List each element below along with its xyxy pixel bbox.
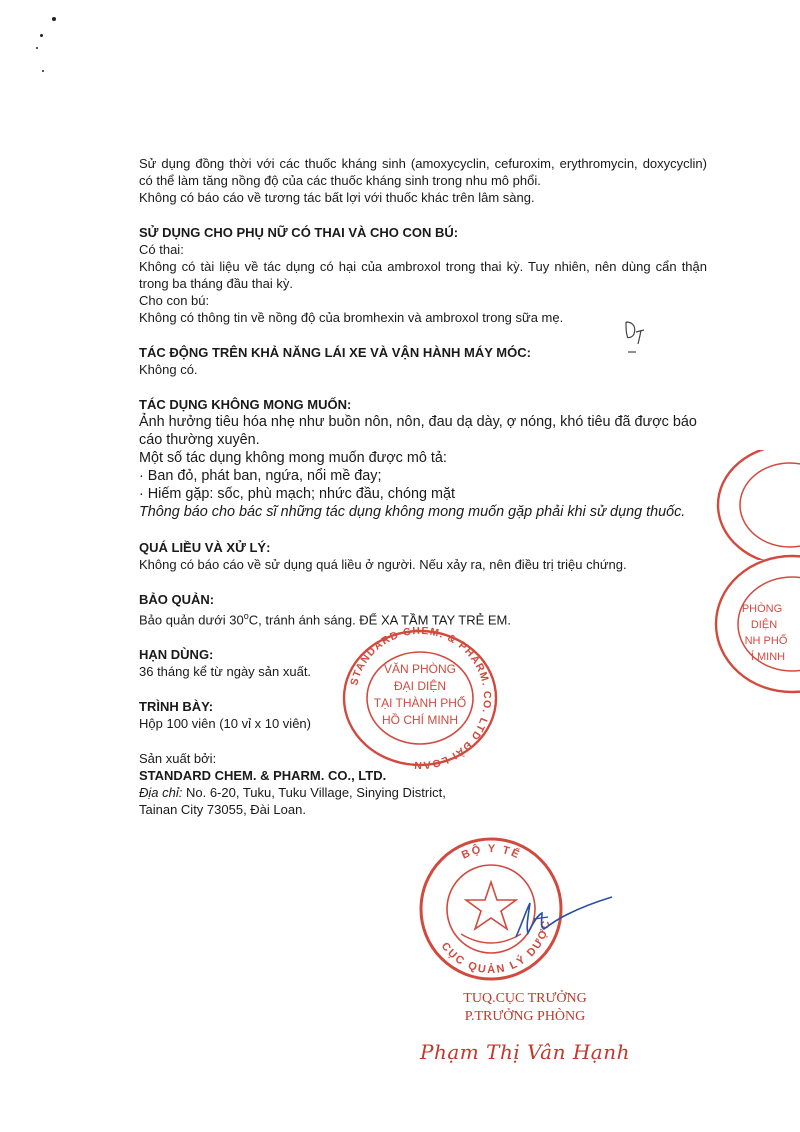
side-effects-body	[139, 413, 707, 521]
interactions-text-2: Không có báo cáo về tương tác bất lợi với thuốc khác trên lâm sàng.	[139, 190, 535, 205]
pregnancy-sub-2: Cho con bú:	[139, 293, 210, 308]
edge-stamp-upper	[704, 450, 800, 560]
storage-heading: BẢO QUẢN:	[139, 592, 215, 607]
svg-text:Í MINH: Í MINH	[750, 651, 786, 663]
company-stamp-ring-text: STANDARD CHEM. & PHARM. CO. LTD ĐÀI LOAN	[348, 627, 494, 769]
pen-signature	[508, 893, 618, 943]
company-stamp	[340, 627, 500, 769]
shelf-life-text: 36 tháng kể từ ngày sản xuất.	[139, 664, 312, 680]
company-stamp-line-2: ĐẠI DIỆN	[393, 679, 447, 693]
side-effects-note: Thông báo cho bác sĩ những tác dụng không mong muốn gặp phải khi sử dụng thuốc.	[139, 504, 686, 520]
interactions-text-1: Sử dụng đồng thời với các thuốc kháng sinh (amoxycyclin, cefuroxim, erythromycin, doxycyclin) có thể làm tăng nồng độ của các thuốc kháng sinh trong nhu mô phổi.	[139, 156, 707, 188]
address-line-1: No. 6-20, Tuku, Tuku Village, Sinying District,	[182, 785, 446, 801]
company-stamp-line-4: HỒ CHÍ MINH	[382, 713, 458, 727]
signature-block	[395, 990, 655, 1064]
pregnancy-heading: SỬ DỤNG CHO PHỤ NỮ CÓ THAI VÀ CHO CON BÚ:	[139, 225, 459, 240]
svg-text:BỘ Y TẾ	[460, 843, 523, 862]
pregnancy-text-1: Không có tài liệu về tác dụng có hại của ambroxol trong thai kỳ. Tuy nhiên, nên dùng cẩn thận trong ba tháng đầu thai kỳ.	[139, 259, 707, 291]
storage-text	[139, 608, 707, 628]
svg-text:DIỆN: DIỆN	[750, 619, 778, 631]
side-effects-section	[139, 396, 707, 521]
scan-speck	[52, 17, 56, 21]
pregnancy-section	[139, 224, 707, 326]
scan-speck	[36, 47, 38, 49]
company-stamp-line-3: TẠI THÀNH PHỐ	[373, 696, 467, 710]
manufacturer-label: Sản xuất bởi:	[139, 751, 217, 767]
storage-text-pre: Bảo quản dưới 30	[139, 612, 244, 628]
presentation-text: Hộp 100 viên (10 vỉ x 10 viên)	[139, 716, 311, 732]
ministry-seal-top-text: BỘ Y TẾ	[459, 842, 523, 862]
scan-speck	[42, 70, 44, 72]
interactions-section	[139, 155, 707, 206]
side-effects-text-1: Ảnh hưởng tiêu hóa nhẹ như buồn nôn, nôn, đau dạ dày, ợ nóng, khó tiêu đã được báo cáo thường xuyên.	[139, 414, 697, 448]
svg-text:NH PHỐ: NH PHỐ	[744, 635, 788, 647]
storage-degree: o	[243, 611, 249, 621]
scan-speck	[40, 34, 43, 37]
shelf-life-heading: HẠN DÙNG:	[139, 647, 214, 663]
edge-stamp-lower	[704, 552, 800, 702]
overdose-heading: QUÁ LIỀU VÀ XỬ LÝ:	[139, 540, 271, 555]
manufacturer-address-2: Tainan City 73055, Đài Loan.	[139, 802, 306, 818]
presentation-heading: TRÌNH BÀY:	[139, 699, 214, 715]
ministry-seal-bottom-text: CỤC QUẢN LÝ DƯỢC	[438, 918, 553, 977]
storage-section	[139, 591, 707, 628]
driving-heading: TÁC ĐỘNG TRÊN KHẢ NĂNG LÁI XE VÀ VẬN HÀNH MÁY MÓC:	[139, 345, 531, 360]
side-effects-text-2: Một số tác dụng không mong muốn được mô tả:	[139, 450, 447, 466]
side-effects-heading: TÁC DỤNG KHÔNG MONG MUỐN:	[139, 397, 352, 412]
signatory-name: Phạm Thị Vân Hạnh	[420, 1040, 630, 1064]
svg-text:PHÒNG: PHÒNG	[741, 603, 783, 615]
signature-title-1: TUQ.CỤC TRƯỞNG	[463, 991, 587, 1006]
driving-text: Không có.	[139, 362, 198, 377]
company-stamp-line-1: VĂN PHÒNG	[383, 662, 457, 676]
pregnancy-sub-1: Có thai:	[139, 242, 184, 257]
storage-text-post: C, tránh ánh sáng. ĐỂ XA TẦM TAY TRẺ EM.	[248, 612, 511, 628]
side-effects-item-1: · Ban đỏ, phát ban, ngứa, nổi mề đay;	[139, 468, 382, 484]
pregnancy-text-2: Không có thông tin về nồng độ của bromhexin và ambroxol trong sữa mẹ.	[139, 310, 564, 325]
manufacturer-address-1	[139, 784, 707, 801]
overdose-section	[139, 539, 707, 573]
overdose-text: Không có báo cáo về sử dụng quá liều ở người. Nếu xảy ra, nên điều trị triệu chứng.	[139, 557, 627, 572]
signature-title-2: P.TRƯỞNG PHÒNG	[464, 1009, 586, 1024]
manufacturer-name: STANDARD CHEM. & PHARM. CO., LTD.	[139, 768, 387, 784]
side-effects-item-2: · Hiếm gặp: sốc, phù mạch; nhức đầu, chóng mặt	[139, 486, 455, 502]
margin-note	[622, 318, 662, 358]
address-label: Địa chỉ:	[139, 785, 183, 801]
